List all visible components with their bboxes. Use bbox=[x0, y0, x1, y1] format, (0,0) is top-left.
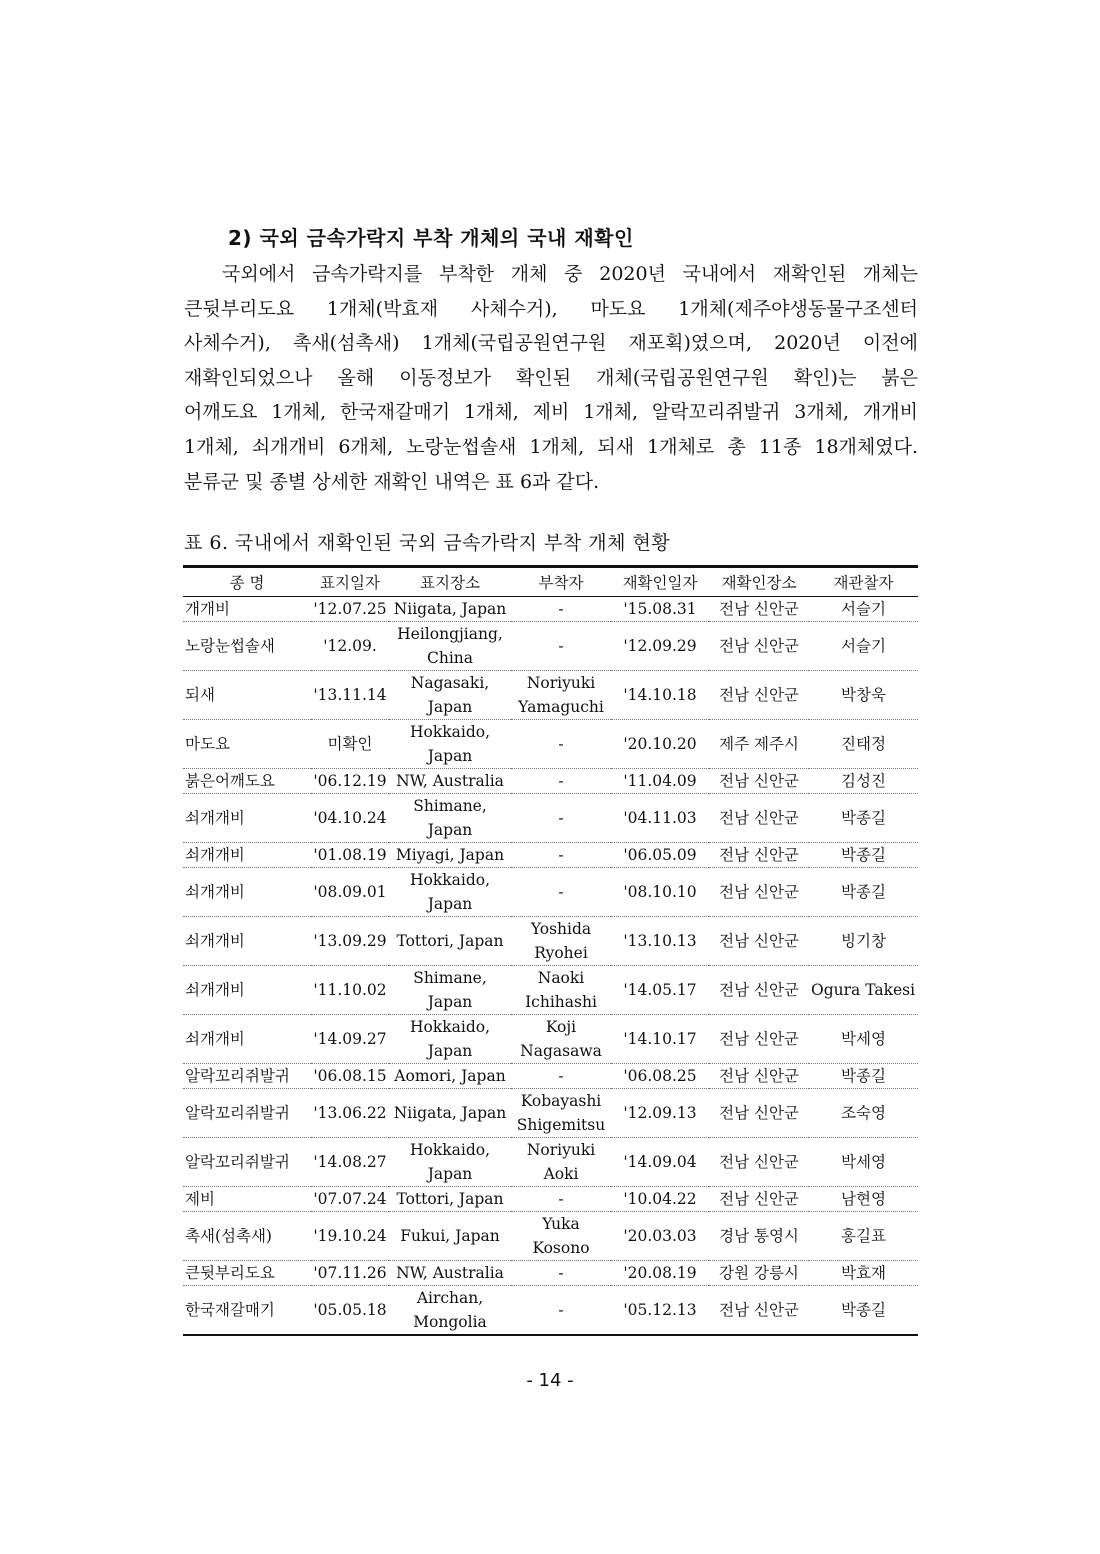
table-row bbox=[183, 843, 918, 868]
table-row bbox=[183, 1064, 918, 1089]
cell-recheck-place: 전남 신안군 bbox=[709, 671, 809, 720]
cell-recheck-place: 전남 신안군 bbox=[709, 1089, 809, 1138]
cell-recheck-place: 제주 제주시 bbox=[709, 720, 809, 769]
cell-recheck-place: 전남 신안군 bbox=[709, 769, 809, 794]
table-header-row bbox=[183, 567, 918, 597]
bander-line: Naoki bbox=[537, 969, 585, 987]
cell-recheck-date: '12.09.29 bbox=[611, 622, 709, 671]
cell-band-place bbox=[389, 1015, 511, 1064]
cell-observer: Ogura Takesi bbox=[809, 966, 918, 1015]
cell-recheck-date: '15.08.31 bbox=[611, 597, 709, 622]
paragraph-line: 재확인되었으나 올해 이동정보가 확인된 개체(국립공원연구원 확인)는 붉은 bbox=[184, 366, 918, 389]
header-observer: 재관찰자 bbox=[809, 567, 918, 597]
cell-bander bbox=[511, 868, 611, 917]
cell-band-date: '14.08.27 bbox=[311, 1138, 389, 1187]
band-place-line: Miyagi, Japan bbox=[395, 846, 505, 864]
cell-observer: 홍길표 bbox=[809, 1212, 918, 1261]
cell-observer: 박종길 bbox=[809, 843, 918, 868]
band-place-line: Tottori, Japan bbox=[396, 1190, 504, 1208]
table-row bbox=[183, 1187, 918, 1212]
band-place-line: Hokkaido, bbox=[409, 723, 490, 741]
cell-band-date: '12.09. bbox=[311, 622, 389, 671]
cell-band-date: '08.09.01 bbox=[311, 868, 389, 917]
table-caption: 표 6. 국내에서 재확인된 국외 금속가락지 부착 개체 현황 bbox=[184, 532, 671, 554]
cell-band-place bbox=[389, 769, 511, 794]
table-row bbox=[183, 868, 918, 917]
paragraph-line: 분류군 및 종별 상세한 재확인 내역은 표 6과 같다. bbox=[184, 470, 600, 493]
cell-recheck-place: 전남 신안군 bbox=[709, 1138, 809, 1187]
cell-band-date: '11.10.02 bbox=[311, 966, 389, 1015]
cell-recheck-place: 전남 신안군 bbox=[709, 917, 809, 966]
cell-species: 쇠개개비 bbox=[183, 868, 311, 917]
cell-observer: 서슬기 bbox=[809, 597, 918, 622]
table-row bbox=[183, 917, 918, 966]
table-body bbox=[183, 597, 918, 1336]
band-place-line: Japan bbox=[427, 1165, 473, 1183]
band-place-line: China bbox=[426, 649, 474, 667]
table-row bbox=[183, 966, 918, 1015]
bander-line: Koji bbox=[545, 1018, 577, 1036]
bander-line: - bbox=[558, 1264, 564, 1282]
cell-recheck-date: '10.04.22 bbox=[611, 1187, 709, 1212]
table-row bbox=[183, 1015, 918, 1064]
bander-line: - bbox=[558, 883, 564, 901]
cell-band-date: '07.11.26 bbox=[311, 1261, 389, 1286]
bander-line: Ichihashi bbox=[525, 993, 597, 1011]
bander-line: Nagasawa bbox=[520, 1042, 602, 1060]
cell-band-date: 미확인 bbox=[311, 720, 389, 769]
cell-recheck-date: '20.08.19 bbox=[611, 1261, 709, 1286]
cell-band-place bbox=[389, 622, 511, 671]
cell-recheck-date: '05.12.13 bbox=[611, 1286, 709, 1336]
cell-band-place bbox=[389, 1138, 511, 1187]
cell-species: 쇠개개비 bbox=[183, 794, 311, 843]
cell-species: 쇠개개비 bbox=[183, 1015, 311, 1064]
bander-line: Kobayashi bbox=[520, 1092, 602, 1110]
cell-observer: 조숙영 bbox=[809, 1089, 918, 1138]
bander-line: Shigemitsu bbox=[516, 1116, 606, 1134]
band-place-line: Japan bbox=[427, 895, 473, 913]
paragraph-line: 큰뒷부리도요 1개체(박효재 사체수거), 마도요 1개체(제주야생동물구조센터 bbox=[184, 297, 918, 320]
cell-band-date: '07.07.24 bbox=[311, 1187, 389, 1212]
cell-observer: 박세영 bbox=[809, 1138, 918, 1187]
cell-band-date: '01.08.19 bbox=[311, 843, 389, 868]
cell-band-place bbox=[389, 966, 511, 1015]
cell-species: 붉은어깨도요 bbox=[183, 769, 311, 794]
cell-band-date: '06.12.19 bbox=[311, 769, 389, 794]
band-place-line: Japan bbox=[427, 993, 473, 1011]
cell-bander bbox=[511, 720, 611, 769]
cell-recheck-date: '20.03.03 bbox=[611, 1212, 709, 1261]
cell-recheck-place: 전남 신안군 bbox=[709, 868, 809, 917]
cell-bander bbox=[511, 597, 611, 622]
cell-band-date: '19.10.24 bbox=[311, 1212, 389, 1261]
cell-recheck-date: '14.10.18 bbox=[611, 671, 709, 720]
cell-band-place bbox=[389, 917, 511, 966]
table-row bbox=[183, 720, 918, 769]
bander-line: Yoshida bbox=[530, 920, 592, 938]
cell-species: 큰뒷부리도요 bbox=[183, 1261, 311, 1286]
cell-bander bbox=[511, 1212, 611, 1261]
cell-band-place bbox=[389, 597, 511, 622]
cell-recheck-place: 전남 신안군 bbox=[709, 1187, 809, 1212]
cell-recheck-place: 전남 신안군 bbox=[709, 1286, 809, 1336]
cell-bander bbox=[511, 917, 611, 966]
cell-bander bbox=[511, 1187, 611, 1212]
cell-species: 알락꼬리쥐발귀 bbox=[183, 1138, 311, 1187]
section-heading: 2) 국외 금속가락지 부착 개체의 국내 재확인 bbox=[228, 226, 634, 250]
table-row bbox=[183, 622, 918, 671]
cell-band-date: '04.10.24 bbox=[311, 794, 389, 843]
cell-recheck-place: 전남 신안군 bbox=[709, 622, 809, 671]
cell-observer: 빙기창 bbox=[809, 917, 918, 966]
paragraph-line: 사체수거), 촉새(섬촉새) 1개체(국립공원연구원 재포획)였으며, 2020년 이전에 bbox=[184, 332, 918, 355]
cell-species: 알락꼬리쥐발귀 bbox=[183, 1089, 311, 1138]
bander-line: - bbox=[558, 772, 564, 790]
cell-band-date: '12.07.25 bbox=[311, 597, 389, 622]
cell-recheck-date: '14.10.17 bbox=[611, 1015, 709, 1064]
cell-bander bbox=[511, 1089, 611, 1138]
cell-bander bbox=[511, 769, 611, 794]
cell-bander bbox=[511, 671, 611, 720]
band-place-line: NW, Australia bbox=[396, 772, 504, 790]
cell-recheck-place: 전남 신안군 bbox=[709, 794, 809, 843]
cell-observer: 박효재 bbox=[809, 1261, 918, 1286]
band-place-line: Niigata, Japan bbox=[393, 600, 507, 618]
table-row bbox=[183, 794, 918, 843]
cell-band-date: '13.06.22 bbox=[311, 1089, 389, 1138]
cell-band-place bbox=[389, 794, 511, 843]
band-place-line: Japan bbox=[427, 698, 473, 716]
band-place-line: Tottori, Japan bbox=[396, 932, 504, 950]
cell-band-place bbox=[389, 1064, 511, 1089]
paragraph-line: 국외에서 금속가락지를 부착한 개체 중 2020년 국내에서 재확인된 개체는 bbox=[222, 263, 918, 285]
cell-recheck-place: 전남 신안군 bbox=[709, 966, 809, 1015]
bander-line: - bbox=[558, 735, 564, 753]
cell-bander bbox=[511, 843, 611, 868]
band-place-line: Japan bbox=[427, 747, 473, 765]
cell-species: 쇠개개비 bbox=[183, 917, 311, 966]
cell-observer: 서슬기 bbox=[809, 622, 918, 671]
cell-recheck-place: 강원 강릉시 bbox=[709, 1261, 809, 1286]
band-place-line: Shimane, bbox=[413, 797, 487, 815]
cell-bander bbox=[511, 1138, 611, 1187]
header-band-place: 표지장소 bbox=[389, 567, 511, 597]
cell-recheck-date: '20.10.20 bbox=[611, 720, 709, 769]
cell-observer: 김성진 bbox=[809, 769, 918, 794]
band-place-line: Airchan, bbox=[416, 1289, 484, 1307]
bander-line: Aoki bbox=[543, 1165, 579, 1183]
cell-band-place bbox=[389, 720, 511, 769]
recapture-table bbox=[183, 565, 918, 1336]
header-recheck-date: 재확인일자 bbox=[611, 567, 709, 597]
cell-recheck-place: 경남 통영시 bbox=[709, 1212, 809, 1261]
header-bander: 부착자 bbox=[511, 567, 611, 597]
cell-band-place bbox=[389, 843, 511, 868]
table-row bbox=[183, 1286, 918, 1336]
band-place-line: Japan bbox=[427, 1042, 473, 1060]
cell-recheck-date: '12.09.13 bbox=[611, 1089, 709, 1138]
cell-recheck-place: 전남 신안군 bbox=[709, 1064, 809, 1089]
cell-observer: 남현영 bbox=[809, 1187, 918, 1212]
cell-recheck-date: '08.10.10 bbox=[611, 868, 709, 917]
cell-species: 개개비 bbox=[183, 597, 311, 622]
cell-bander bbox=[511, 794, 611, 843]
cell-species: 한국재갈매기 bbox=[183, 1286, 311, 1336]
cell-band-place bbox=[389, 671, 511, 720]
cell-observer: 박종길 bbox=[809, 1286, 918, 1336]
band-place-line: Nagasaki, bbox=[410, 674, 490, 692]
cell-band-date: '13.09.29 bbox=[311, 917, 389, 966]
body-paragraph bbox=[184, 257, 918, 499]
cell-recheck-place: 전남 신안군 bbox=[709, 1015, 809, 1064]
cell-observer: 박종길 bbox=[809, 794, 918, 843]
cell-band-place bbox=[389, 1261, 511, 1286]
paragraph-line: 1개체, 쇠개개비 6개체, 노랑눈썹솔새 1개체, 되새 1개체로 총 11종 18개체였다. bbox=[184, 435, 918, 458]
cell-band-date: '05.05.18 bbox=[311, 1286, 389, 1336]
bander-line: Yamaguchi bbox=[518, 698, 604, 716]
cell-bander bbox=[511, 1261, 611, 1286]
cell-bander bbox=[511, 622, 611, 671]
bander-line: - bbox=[558, 1190, 564, 1208]
cell-recheck-place: 전남 신안군 bbox=[709, 597, 809, 622]
band-place-line: Hokkaido, bbox=[409, 871, 490, 889]
cell-observer: 박종길 bbox=[809, 868, 918, 917]
cell-species: 촉새(섬촉새) bbox=[183, 1212, 311, 1261]
bander-line: - bbox=[558, 846, 564, 864]
cell-species: 노랑눈썹솔새 bbox=[183, 622, 311, 671]
cell-recheck-date: '13.10.13 bbox=[611, 917, 709, 966]
band-place-line: Mongolia bbox=[413, 1313, 487, 1331]
band-place-line: Heilongjiang, bbox=[397, 625, 503, 643]
table-row bbox=[183, 1261, 918, 1286]
cell-band-place bbox=[389, 1089, 511, 1138]
table-row bbox=[183, 671, 918, 720]
band-place-line: Hokkaido, bbox=[409, 1018, 490, 1036]
band-place-line: Fukui, Japan bbox=[400, 1227, 500, 1245]
page-number: - 14 - bbox=[526, 1370, 574, 1391]
cell-band-date: '06.08.15 bbox=[311, 1064, 389, 1089]
header-recheck-place: 재확인장소 bbox=[709, 567, 809, 597]
band-place-line: Aomori, Japan bbox=[394, 1067, 506, 1085]
cell-species: 제비 bbox=[183, 1187, 311, 1212]
cell-species: 쇠개개비 bbox=[183, 966, 311, 1015]
bander-line: - bbox=[558, 600, 564, 618]
cell-recheck-date: '14.05.17 bbox=[611, 966, 709, 1015]
cell-band-place bbox=[389, 1187, 511, 1212]
cell-observer: 진태정 bbox=[809, 720, 918, 769]
header-band-date: 표지일자 bbox=[311, 567, 389, 597]
table-row bbox=[183, 597, 918, 622]
band-place-line: Hokkaido, bbox=[409, 1141, 490, 1159]
bander-line: Kosono bbox=[532, 1239, 590, 1257]
bander-line: Noriyuki bbox=[526, 1141, 596, 1159]
table-row bbox=[183, 1212, 918, 1261]
cell-species: 마도요 bbox=[183, 720, 311, 769]
cell-species: 되새 bbox=[183, 671, 311, 720]
bander-line: - bbox=[558, 1301, 564, 1319]
cell-band-date: '13.11.14 bbox=[311, 671, 389, 720]
bander-line: Yuka bbox=[542, 1215, 580, 1233]
band-place-line: Japan bbox=[427, 821, 473, 839]
cell-recheck-date: '14.09.04 bbox=[611, 1138, 709, 1187]
cell-recheck-date: '11.04.09 bbox=[611, 769, 709, 794]
paragraph-line: 어깨도요 1개체, 한국재갈매기 1개체, 제비 1개체, 알락꼬리쥐발귀 3개체, 개개비 bbox=[184, 401, 918, 424]
table-row bbox=[183, 769, 918, 794]
bander-line: Noriyuki bbox=[526, 674, 596, 692]
cell-recheck-date: '06.08.25 bbox=[611, 1064, 709, 1089]
cell-band-date: '14.09.27 bbox=[311, 1015, 389, 1064]
cell-band-place bbox=[389, 1286, 511, 1336]
cell-bander bbox=[511, 1064, 611, 1089]
cell-band-place bbox=[389, 1212, 511, 1261]
cell-observer: 박종길 bbox=[809, 1064, 918, 1089]
header-species: 종 명 bbox=[183, 567, 311, 597]
cell-recheck-date: '04.11.03 bbox=[611, 794, 709, 843]
cell-band-place bbox=[389, 868, 511, 917]
cell-bander bbox=[511, 1286, 611, 1336]
cell-observer: 박창욱 bbox=[809, 671, 918, 720]
bander-line: - bbox=[558, 637, 564, 655]
table-row bbox=[183, 1089, 918, 1138]
table-row bbox=[183, 1138, 918, 1187]
band-place-line: NW, Australia bbox=[396, 1264, 504, 1282]
bander-line: Ryohei bbox=[534, 944, 588, 962]
bander-line: - bbox=[558, 1067, 564, 1085]
cell-species: 알락꼬리쥐발귀 bbox=[183, 1064, 311, 1089]
band-place-line: Niigata, Japan bbox=[393, 1104, 507, 1122]
cell-bander bbox=[511, 966, 611, 1015]
cell-species: 쇠개개비 bbox=[183, 843, 311, 868]
cell-bander bbox=[511, 1015, 611, 1064]
band-place-line: Shimane, bbox=[413, 969, 487, 987]
cell-recheck-date: '06.05.09 bbox=[611, 843, 709, 868]
cell-observer: 박세영 bbox=[809, 1015, 918, 1064]
bander-line: - bbox=[558, 809, 564, 827]
cell-recheck-place: 전남 신안군 bbox=[709, 843, 809, 868]
